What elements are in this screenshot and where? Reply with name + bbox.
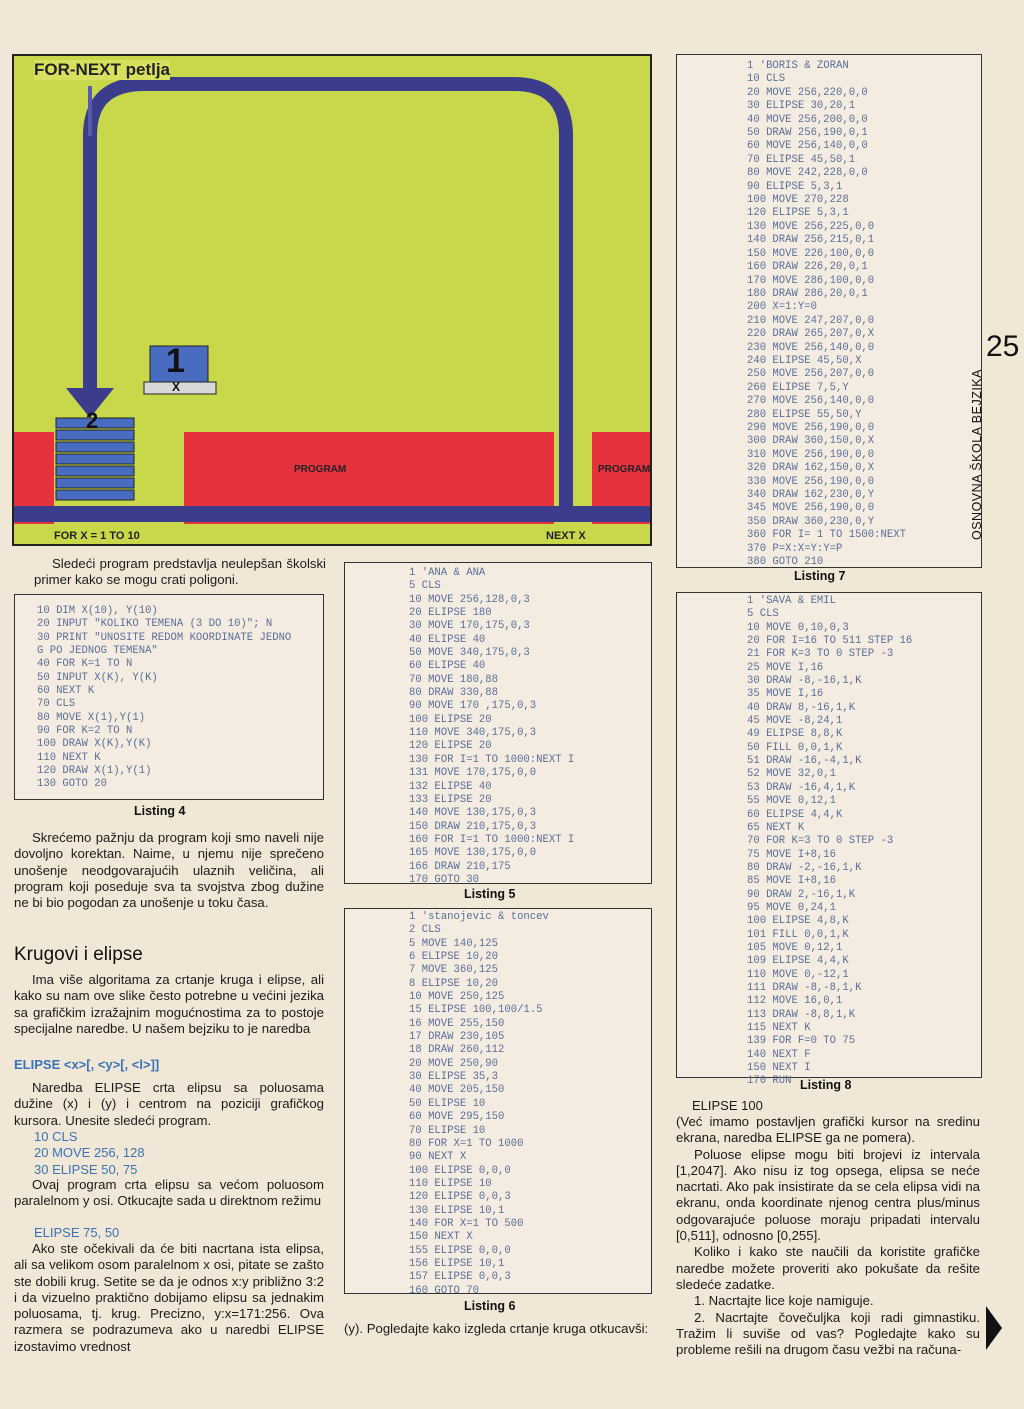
listing-4-caption: Listing 4: [134, 804, 186, 818]
illustration-title: FOR-NEXT petlja: [34, 60, 171, 79]
program-label-1: PROGRAM: [294, 464, 347, 475]
listing-5-code: 1 'ANA & ANA 5 CLS 10 MOVE 256,128,0,3 20 ELIPSE 180 30 MOVE 170,175,0,3 40 ELIPSE 40 50 MOVE 340,175,0,3 60 ELIPSE 40 70 MOVE 180,88 80 DRAW 330,88 90 MOVE 170 ,175,0,3 100 ELIPSE 20 110 MOVE 340,175,0,3 120 ELIPSE 20 130 FOR I=1 TO 1000:NEXT I 131 MOVE 170,175,0,0 132 ELIPSE 40 133 ELIPSE 20 140 MOVE 130,175,0,3 150 DRAW 210,175,0,3 160 FOR I=1 TO 1000:NEXT I 165 MOVE 130,175,0,0 166 DRAW 210,175 170 GOTO 30: [409, 567, 575, 886]
paragraph-circle: Ako ste očekivali da će biti nacrtana ista elipsa, ali sa velikom osom paralelnom x osi, pitate se zašto ste dobili krug. Setite se da je odnos x:y približno 3:2 i da vizuelno praktično dobijamo elipsu sa jednakim poluosama, tj. krug. Precizno, y:x=171:256. Ova razmera se podrazumeva ako u naredbi ELIPSE izostavimo vrednost: [14, 1241, 324, 1354]
code-sample-b: ELIPSE 75, 50: [34, 1225, 120, 1240]
listing-6-code: 1 'stanojevic & toncev 2 CLS 5 MOVE 140,125 6 ELIPSE 10,20 7 MOVE 360,125 8 ELIPSE 10,20 10 MOVE 250,125 15 ELIPSE 100,100/1.5 16 MOVE 255,150 17 DRAW 230,105 18 DRAW 260,112 20 MOVE 250,90 30 ELIPSE 35,3 40 MOVE 205,150 50 ELIPSE 10 60 MOVE 295,150 70 ELIPSE 10 80 FOR X=1 TO 1000 90 NEXT X 100 ELIPSE 0,0,0 110 ELIPSE 10 120 ELIPSE 0,0,3 130 ELIPSE 10,1 140 FOR X=1 TO 500 150 NEXT X 155 ELIPSE 0,0,0 156 ELIPSE 10,1 157 ELIPSE 0,0,3 160 GOTO 70: [409, 911, 549, 1297]
paragraph-direct-mode: Ovaj program crta elipsu sa većom poluosom paralelnom y osi. Otkucajte sada u direktnom režimu: [14, 1177, 324, 1209]
listing-4-code: 10 DIM X(10), Y(10) 20 INPUT "KOLIKO TEMENA (3 DO 10)"; N 30 PRINT "UNOSITE REDOM KOORDINATE JEDNO G PO JEDNOG TEMENA" 40 FOR K=1 TO N 50 INPUT X(K), Y(K) 60 NEXT K 70 CLS 80 MOVE X(1),Y(1) 90 FOR K=2 TO N 100 DRAW X(K),Y(K) 110 NEXT K 120 DRAW X(1),Y(1) 130 GOTO 20: [37, 605, 292, 791]
paragraph-circle-tail: (y). Pogledajte kako izgleda crtanje kruga otkucavši:: [344, 1321, 649, 1336]
listing-7-code: 1 'BORIS & ZORAN 10 CLS 20 MOVE 256,220,0,0 30 ELIPSE 30,20,1 40 MOVE 256,200,0,0 50 DRAW 256,190,0,1 60 MOVE 256,140,0,0 70 ELIPSE 45,50,1 80 MOVE 242,228,0,0 90 ELIPSE 5,3,1 100 MOVE 270,228 120 ELIPSE 5,3,1 130 MOVE 256,225,0,0 140 DRAW 256,215,0,1 150 MOVE 226,100,0,0 160 DRAW 226,20,0,1 170 MOVE 286,100,0,0 180 DRAW 286,20,0,1 200 X=1:Y=0 210 MOVE 247,207,0,0 220 DRAW 265,207,0,X 230 MOVE 256,140,0,0 240 ELIPSE 45,50,X 250 MOVE 256,207,0,0 260 ELIPSE 7,5,Y 270 MOVE 256,140,0,0 280 ELIPSE 55,50,Y 290 MOVE 256,190,0,0 300 DRAW 360,150,0,X 310 MOVE 256,190,0,0 320 DRAW 162,150,0,X 330 MOVE 256,190,0,0 340 DRAW 162,230,0,Y 345 MOVE 256,190,0,0 350 DRAW 360,230,0,Y 360 FOR I= 1 TO 1500:NEXT 370 P=X:X=Y:Y=P 380 GOTO 210: [747, 60, 906, 569]
section-heading: Krugovi i elipse: [14, 944, 143, 965]
paragraph-correctness: Skrećemo pažnju da program koji smo naveli nije dovoljno korektan. Naime, u njemu nije sprečeno unošenje neodgovarajućih ulaznih veličina, ali program koji poseduje sva ta svojstva zbog dužine ne bi bio pogodan za unošenje u toku časa.: [14, 830, 324, 911]
listing-7-caption: Listing 7: [794, 569, 846, 583]
intro-paragraph: Sledeći program predstavlja neulepšan školski primer kako se mogu crati poligoni.: [34, 556, 326, 588]
code-sample-c: ELIPSE 100: [692, 1098, 763, 1113]
listing-4-box: [14, 594, 324, 800]
column3-text: (Već imamo postavljen grafički kursor na sredinu ekrana, naredba ELIPSE ga ne pomera). Poluose elipse mogu biti brojevi iz intervala [1,2047]. Ako nisu iz tog opsega, elipsa se neće nacrtati. Ako pak insistirate da se cela elipsa vidi na ekranu, onda koordinate njenog centra plus/minus odgovarajuće poluose moraju pripadati intervalu [0,511], odnosno [0,255]. Koliko i kako ste naučili da koristite grafičke naredbe možete proveriti ako pokušate da rešite sledeće zadatke. 1. Nacrtajte lice koje namiguje. 2. Nacrtajte čovečuljka koji radi gimnastiku. Tražim li suviše od vas? Pogledajte kako su probleme rešili na drugom času vežbi na računa-: [676, 1114, 980, 1358]
box1-number: 1: [166, 342, 185, 380]
page-number: 25: [986, 330, 1020, 363]
listing-6-box: [344, 908, 652, 1297]
continue-arrow-icon: [986, 1306, 1002, 1350]
paragraph-elipse: Naredba ELIPSE crta elipsu sa poluosama dužine (x) i (y) i centrom na poziciji grafičkog kursora. Unesite sledeći program.: [14, 1080, 324, 1128]
listing-8-caption: Listing 8: [800, 1078, 852, 1092]
section-title-vertical: OSNOVNA ŠKOLA BEJZIKA: [970, 369, 984, 540]
next-label: NEXT X: [546, 530, 586, 542]
for-next-illustration: [12, 54, 652, 546]
paragraph-algorithms: Ima više algoritama za crtanje kruga i elipse, ali kako su nam ove slike često potrebne u većini jezika sa grafičkim izražajnim mogućnostima za to postoje specijalne naredbe. U našem bejziku to je naredba: [14, 972, 324, 1036]
loop-bar: [14, 506, 652, 522]
listing-5-box: [344, 562, 652, 884]
box2-number: 2: [86, 408, 99, 433]
listing-7-box: [676, 54, 982, 568]
elipse-syntax: ELIPSE <x>[, <y>[, <l>]]: [14, 1057, 160, 1072]
listing-6-caption: Listing 6: [464, 1299, 516, 1313]
listing-8-code: 1 'SAVA & EMIL 5 CLS 10 MOVE 0,10,0,3 20 FOR I=16 TO 511 STEP 16 21 FOR K=3 TO 0 STEP -3 25 MOVE I,16 30 DRAW -8,-16,1,K 35 MOVE I,16 40 DRAW 8,-16,1,K 45 MOVE -8,24,1 49 ELIPSE 8,8,K 50 FILL 0,0,1,K 51 DRAW -16,-4,1,K 52 MOVE 32,0,1 53 DRAW -16,4,1,K 55 MOVE 0,12,1 60 ELIPSE 4,4,K 65 NEXT K 70 FOR K=3 TO 0 STEP -3 75 MOVE I+8,16 80 DRAW -2,-16,1,K 85 MOVE I+8,16 90 DRAW 2,-16,1,K 95 MOVE 0,24,1 100 ELIPSE 4,8,K 101 FILL 0,0,1,K 105 MOVE 0,12,1 109 ELIPSE 4,4,K 110 MOVE 0,-12,1 111 DRAW -8,-8,1,K 112 MOVE 16,0,1 113 DRAW -8,8,1,K 115 NEXT K 139 FOR F=0 TO 75 140 NEXT F 150 NEXT I 170 RUN: [747, 595, 913, 1088]
box1-label: X: [172, 380, 181, 394]
for-label: FOR X = 1 TO 10: [54, 530, 140, 542]
code-sample-a: 10 CLS 20 MOVE 256, 128 30 ELIPSE 50, 75: [34, 1129, 145, 1177]
listing-5-caption: Listing 5: [464, 887, 516, 901]
program-label-2: PROGRAM: [598, 464, 651, 475]
